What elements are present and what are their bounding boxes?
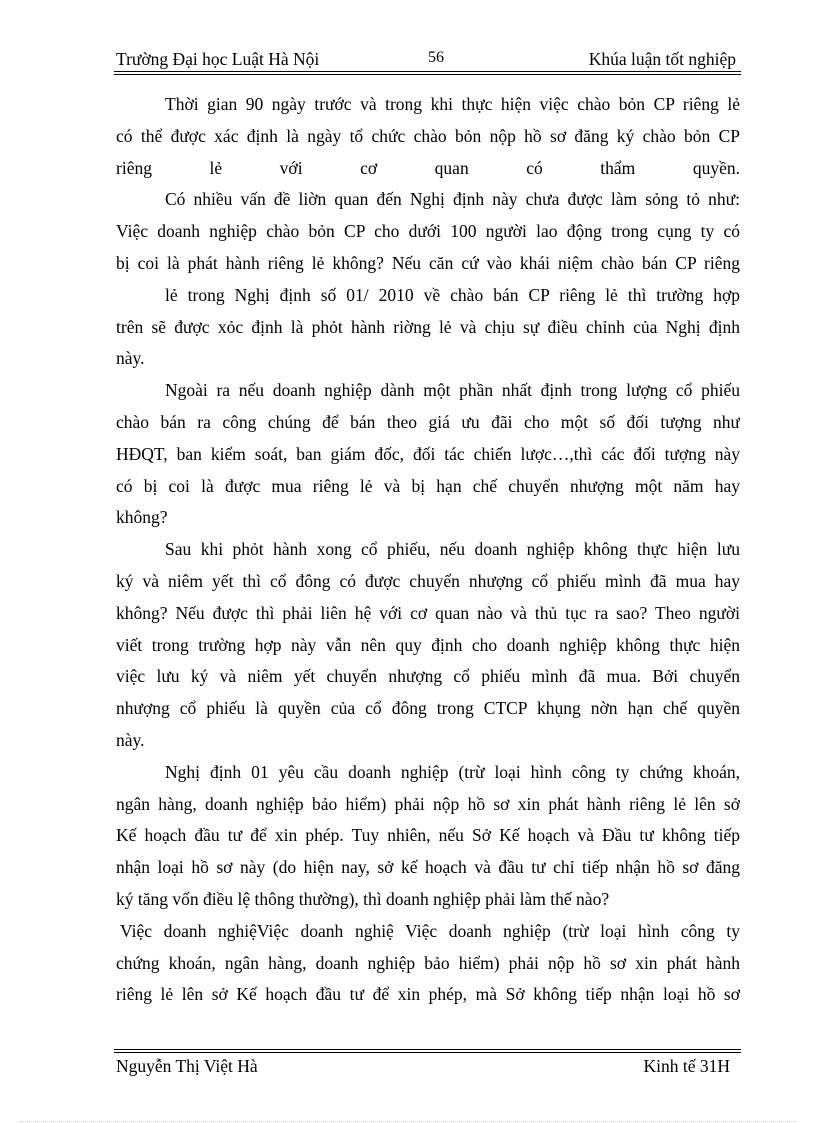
- body-line: có thể được xác định là ngày tổ chức chào bỏn nộp hồ sơ đăng ký chào bỏn CP: [116, 125, 740, 146]
- header-school-name: Trường Đại học Luật Hà Nội: [116, 49, 320, 69]
- body-line: riêng lẻ lên sở Kế hoạch đầu tư để xin phép, mà Sở không tiếp nhận loại hồ sơ: [116, 984, 740, 1005]
- body-line: chứng khoán, ngân hàng, doanh nghiệp bảo hiểm) phải nộp hồ sơ xin phát hành: [116, 952, 740, 973]
- footer-class-label: Kinh tế 31H: [643, 1056, 730, 1076]
- footer-author-name: Nguyễn Thị Việt Hà: [116, 1056, 258, 1076]
- body-line: nhượng cổ phiếu là quyền của cổ đông trong CTCP khụng nờn hạn chế quyền: [116, 698, 740, 719]
- header-thesis-label: Khúa luận tốt nghiệp: [588, 49, 736, 69]
- body-line: chào bán ra công chúng để bán theo giá ưu đãi cho một số đối tượng như: [116, 411, 740, 432]
- body-line: Việc doanh nghiệViệc doanh nghiệ Việc doanh nghiệp (trừ loại hình công ty: [120, 920, 740, 941]
- body-line: riêng lẻ với cơ quan có thẩm quyền.: [116, 157, 740, 178]
- body-line: có bị coi là được mua riêng lẻ và bị hạn chế chuyển nhượng một năm hay: [116, 475, 740, 496]
- footer-rule-thin: [114, 1049, 741, 1050]
- page-edge: [20, 1121, 796, 1122]
- body-line: Sau khi phỏt hành xong cổ phiếu, nếu doanh nghiệp không thực hiện lưu: [165, 539, 740, 560]
- body-line: Kế hoạch đầu tư để xin phép. Tuy nhiên, nếu Sở Kế hoạch và Đầu tư không tiếp: [116, 825, 740, 846]
- page-footer: [116, 1054, 740, 1080]
- body-line: không? Nếu được thì phải liên hệ với cơ quan nào và thủ tục ra sao? Theo người: [116, 602, 740, 623]
- body-line: việc lưu ký và niêm yết chuyển nhượng cổ phiếu mình đã mua. Bởi chuyển: [116, 666, 740, 687]
- body-line: này.: [116, 348, 145, 369]
- body-line: Thời gian 90 ngày trước và trong khi thực hiện việc chào bỏn CP riêng lẻ: [165, 94, 740, 114]
- body-line: HĐQT, ban kiểm soát, ban giám đốc, đối tác chiến lược…,thì các đối tượng này: [116, 443, 740, 464]
- body-line: viết trong trường hợp này vẫn nên quy định cho doanh nghiệp không thực hiện: [116, 634, 740, 655]
- body-line: này.: [116, 729, 145, 750]
- body-line: Ngoài ra nếu doanh nghiệp dành một phần nhất định trong lượng cổ phiếu: [165, 380, 740, 401]
- body-line: nhận loại hồ sơ này (do hiện nay, sở kế hoạch và đầu tư chỉ tiếp nhận hồ sơ đăng: [116, 857, 740, 878]
- page-header: [116, 46, 740, 74]
- body-line: bị coi là phát hành riêng lẻ không? Nếu căn cứ vào khái niệm chào bán CP riêng: [116, 252, 740, 273]
- footer-rule: [114, 1052, 741, 1053]
- body-line: Có nhiều vấn đề liờn quan đến Nghị định này chưa được làm sỏng tỏ như:: [165, 189, 740, 210]
- body-line: không?: [116, 507, 168, 528]
- body-line: lẻ trong Nghị định số 01/ 2010 về chào bán CP riêng lẻ thì trường hợp: [165, 284, 740, 305]
- header-rule: [114, 71, 741, 72]
- body-line: Nghị định 01 yêu cầu doanh nghiệp (trừ loại hình công ty chứng khoán,: [165, 761, 740, 782]
- body-line: trên sẽ được xỏc định là phỏt hành riờng lẻ và chịu sự điều chỉnh của Nghị định: [116, 316, 740, 337]
- body-line: ký tăng vốn điều lệ thông thường), thì doanh nghiệp phải làm thế nào?: [116, 888, 610, 909]
- body-line: ký và niêm yết thì cổ đông có được chuyển nhượng cổ phiếu mình đã mua hay: [116, 570, 740, 591]
- body-line: Việc doanh nghiệp chào bỏn CP cho dưới 100 người lao động trong cụng ty có: [116, 221, 740, 242]
- header-page-number: 56: [428, 49, 444, 66]
- document-body: [116, 89, 740, 1011]
- body-line: ngân hàng, doanh nghiệp bảo hiểm) phải nộp hồ sơ xin phát hành riêng lẻ lên sở: [116, 793, 740, 814]
- header-rule-thin: [114, 74, 741, 75]
